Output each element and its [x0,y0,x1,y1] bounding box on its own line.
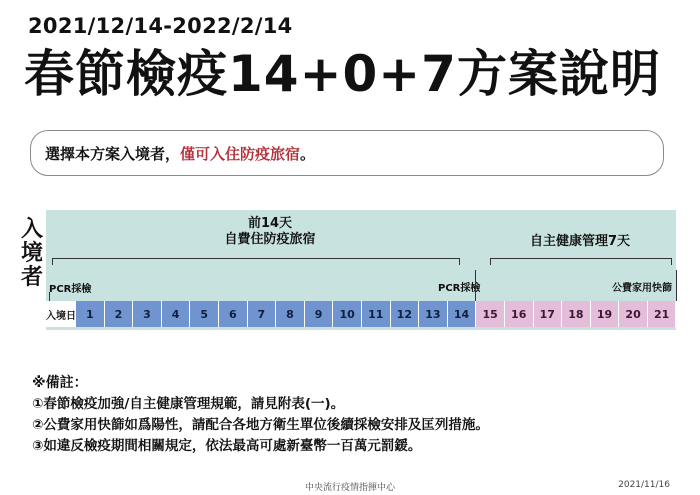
entrant-label: 入境者 [20,217,43,290]
day-cell-5: 5 [190,301,219,327]
page-title: 春節檢疫14+0+7方案說明 [24,45,661,103]
rapid-test-marker-line [676,270,677,301]
day-cell-4: 4 [162,301,191,327]
day-cell-11: 11 [362,301,391,327]
day-cell-3: 3 [133,301,162,327]
day-cell-9: 9 [305,301,334,327]
pcr-marker-mid-line [475,270,476,301]
day-cell-12: 12 [391,301,420,327]
day-cell-17: 17 [534,301,563,327]
date-range: 2021/12/14-2022/2/14 [28,14,293,38]
day-cell-8: 8 [276,301,305,327]
day-cells [76,301,676,327]
day-cell-1: 1 [76,301,105,327]
note-highlight: 僅可入住防疫旅宿 [180,145,301,163]
period1-label [200,216,340,248]
period1-line1: 前14天 [247,216,293,231]
note-text [45,143,315,164]
day-cell-13: 13 [419,301,448,327]
day-cell-16: 16 [505,301,534,327]
period1-line2: 自費住防疫旅宿 [224,232,316,247]
day-cell-21: 21 [648,301,677,327]
pcr-marker-mid: PCR採檢 [438,283,481,294]
day-cell-10: 10 [333,301,362,327]
footer-org: 中央流行疫情指揮中心 [305,483,396,493]
note-suffix: 。 [300,145,316,163]
arrival-day-label: 入境日 [46,301,76,327]
period1-bracket [52,258,460,259]
remark-1: ①春節檢疫加強/自主健康管理規範，請見附表(一)。 [32,396,345,412]
note-box [30,130,664,176]
remark-3: ③如違反檢疫期間相關規定，依法最高可處新臺幣一百萬元罰鍰。 [32,438,422,454]
pcr-marker-start: PCR採檢 [49,284,92,295]
period2-label: 自主健康管理7天 [529,234,631,249]
remark-2: ②公費家用快篩如爲陽性，請配合各地方衛生單位後續採檢安排及匡列措施。 [32,417,489,433]
period2-bracket [490,258,672,259]
note-text-main: 選擇本方案入境者， [45,145,181,163]
day-cell-2: 2 [105,301,134,327]
day-cell-18: 18 [562,301,591,327]
day-cell-19: 19 [591,301,620,327]
pcr-marker-start-line [49,292,50,301]
day-cell-6: 6 [219,301,248,327]
day-cell-15: 15 [476,301,505,327]
remarks-title: ※備註： [32,375,88,391]
day-cell-7: 7 [248,301,277,327]
rapid-test-marker: 公費家用快篩 [612,283,672,294]
day-cell-20: 20 [619,301,648,327]
footer-date: 2021/11/16 [618,480,670,490]
day-cell-14: 14 [448,301,477,327]
day-row [46,301,676,327]
